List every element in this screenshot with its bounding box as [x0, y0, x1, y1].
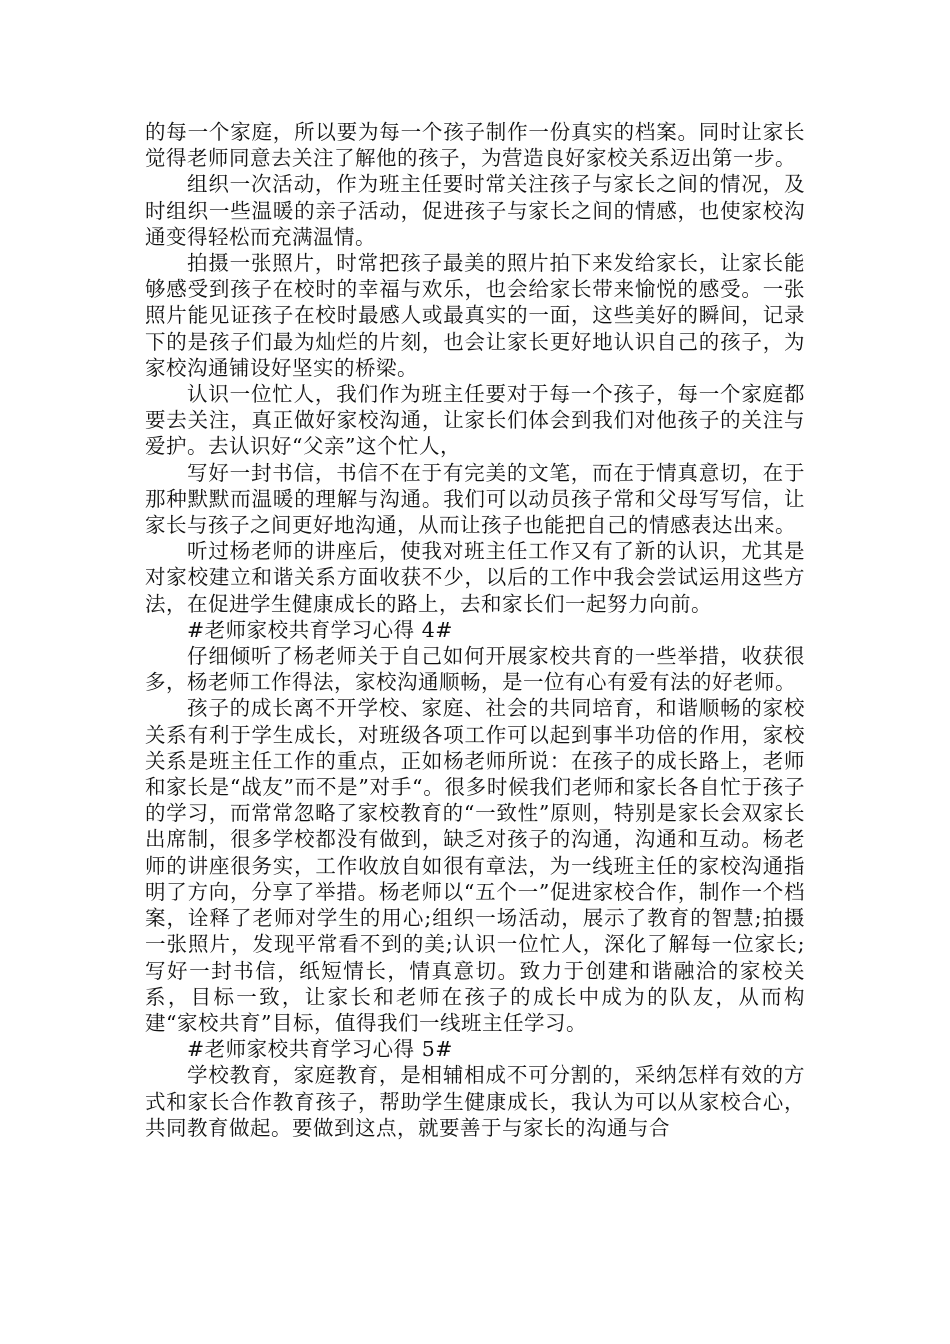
- paragraph-3: 拍摄一张照片，时常把孩子最美的照片拍下来发给家长，让家长能够感受到孩子在校时的幸福与欢乐，也会给家长带来愉悦的感受。一张照片能见证孩子在校时最感人或最真实的一面，这些美好的瞬间，记录下的是孩子们最为灿烂的片刻，也会让家长更好地认识自己的孩子，为家校沟通铺设好坚实的桥梁。: [145, 251, 805, 380]
- section-heading-4: #老师家校共育学习心得 4#: [187, 617, 453, 642]
- paragraph-9: 学校教育，家庭教育，是相辅相成不可分割的，采纳怎样有效的方式和家长合作教育孩子，帮助学生健康成长，我认为可以从家校合心，共同教育做起。要做到这点，就要善于与家长的沟通与合: [145, 1063, 805, 1140]
- paragraph-7: 仔细倾听了杨老师关于自己如何开展家校共育的一些举措，收获很多，杨老师工作得法，家校沟通顺畅，是一位有心有爱有法的好老师。: [145, 644, 805, 695]
- section-heading-5: #老师家校共育学习心得 5#: [187, 1037, 453, 1062]
- paragraph-4: 认识一位忙人，我们作为班主任要对于每一个孩子，每一个家庭都要去关注，真正做好家校沟通，让家长们体会到我们对他孩子的关注与爱护。去认识好“父亲”这个忙人，: [145, 382, 805, 459]
- paragraph-6: 听过杨老师的讲座后，使我对班主任工作又有了新的认识，尤其是对家校建立和谐关系方面收获不少，以后的工作中我会尝试运用这些方法，在促进学生健康成长的路上，去和家长们一起努力向前。: [145, 539, 805, 616]
- paragraph-1: 的每一个家庭，所以要为每一个孩子制作一份真实的档案。同时让家长觉得老师同意去关注了解他的孩子，为营造良好家校关系迈出第一步。: [145, 120, 805, 171]
- document-body: [145, 119, 805, 1141]
- paragraph-2: 组织一次活动，作为班主任要时常关注孩子与家长之间的情况，及时组织一些温暖的亲子活动，促进孩子与家长之间的情感，也使家校沟通变得轻松而充满温情。: [145, 172, 805, 249]
- paragraph-5: 写好一封书信，书信不在于有完美的文笔，而在于情真意切，在于那种默默而温暖的理解与沟通。我们可以动员孩子常和父母写写信，让家长与孩子之间更好地沟通，从而让孩子也能把自己的情感表达出来。: [145, 460, 805, 538]
- paragraph-8: 孩子的成长离不开学校、家庭、社会的共同培育，和谐顺畅的家校关系有利于学生成长，对班级各项工作可以起到事半功倍的作用，家校关系是班主任工作的重点，正如杨老师所说：在孩子的成长路上，老师和家长是“战友”而不是”对手“。很多时候我们老师和家长各自忙于孩子的学习，而常常忽略了家校教育的“一致性”原则，特别是家长会双家长出席制，很多学校都没有做到，缺乏对孩子的沟通，沟通和互动。杨老师的讲座很务实，工作收放自如很有章法，为一线班主任的家校沟通指明了方向，分享了举措。杨老师以“五个一”促进家校合作，制作一个档案，诠释了老师对学生的用心;组织一场活动，展示了教育的智慧;拍摄一张照片，发现平常看不到的美;认识一位忙人，深化了解每一位家长;写好一封书信，纸短情长，情真意切。致力于创建和谐融洽的家校关系，目标一致，让家长和老师在孩子的成长中成为的队友，从而构建“家校共育”目标，值得我们一线班主任学习。: [145, 696, 805, 1035]
